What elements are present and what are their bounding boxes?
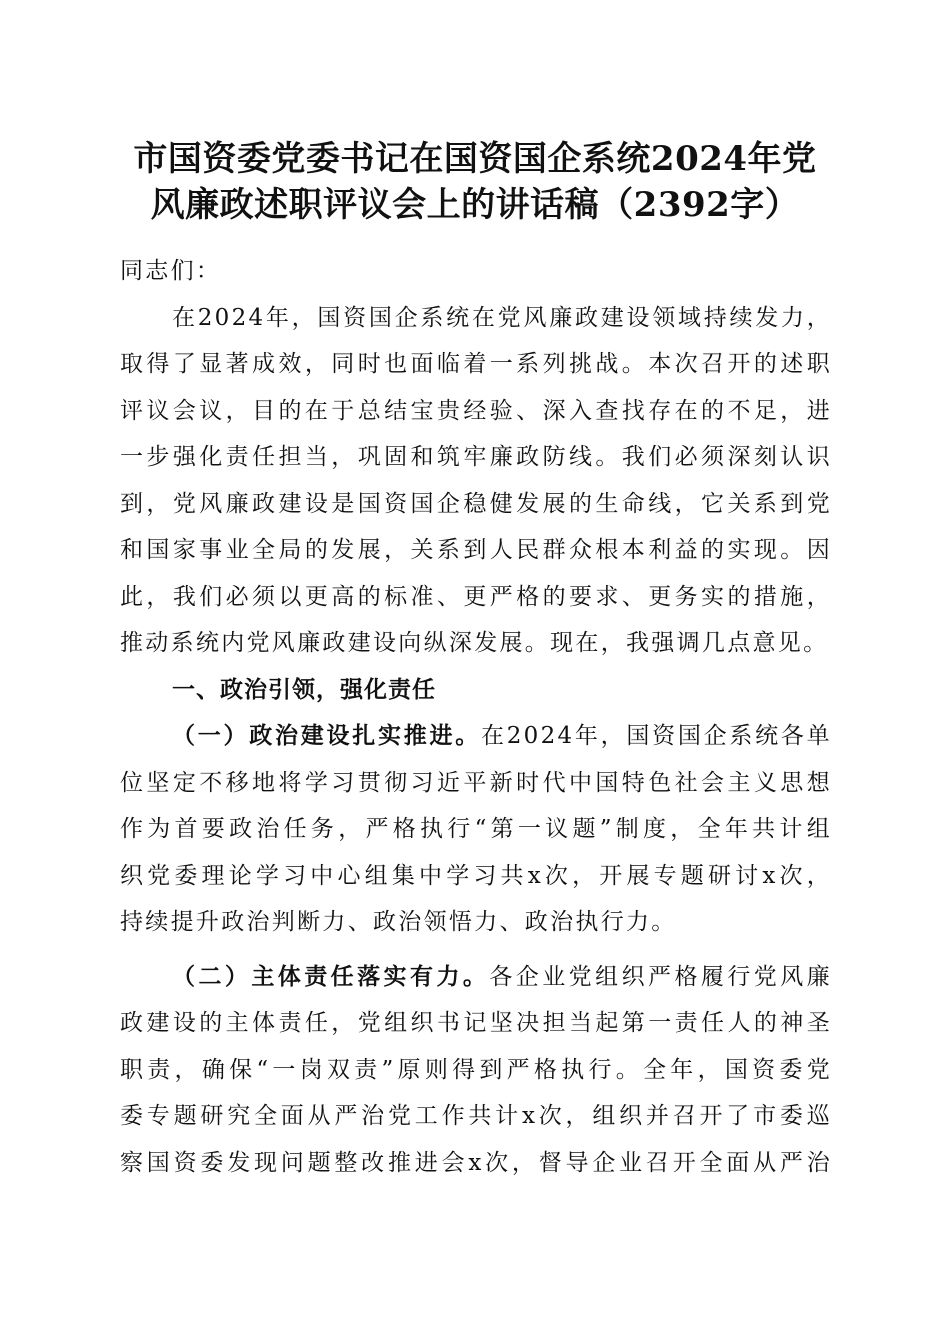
intro-line: 在2024年，国资国企系统在党风廉政建设领域持续发力， bbox=[172, 304, 832, 331]
intro-line: 和国家事业全局的发展，关系到人民群众根本利益的实现。因 bbox=[120, 537, 832, 563]
subsection-2-line: 职责，确保“一岗双责”原则得到严格执行。全年，国资委党 bbox=[120, 1056, 832, 1083]
intro-line: 取得了显著成效，同时也面临着一系列挑战。本次召开的述职 bbox=[120, 351, 832, 377]
document-title bbox=[100, 136, 850, 228]
subsection-1-line: 持续提升政治判断力、政治领悟力、政治执行力。 bbox=[120, 909, 677, 935]
salutation: 同志们： bbox=[120, 258, 222, 284]
intro-line: 一步强化责任担当，巩固和筑牢廉政防线。我们必须深刻认识 bbox=[120, 444, 832, 470]
subsection-2-line: 察国资委发现问题整改推进会x次，督导企业召开全面从严治 bbox=[120, 1149, 832, 1176]
intro-line: 到，党风廉政建设是国资国企稳健发展的生命线，它关系到党 bbox=[120, 490, 832, 517]
subsection-1-line: 织党委理论学习中心组集中学习共x次，开展专题研讨x次， bbox=[120, 862, 832, 889]
paragraph-gap bbox=[120, 946, 832, 954]
subsection-1-line: 位坚定不移地将学习贯彻习近平新时代中国特色社会主义思想 bbox=[120, 769, 832, 796]
subsection-1-first-line: （一）政治建设扎实推进。在2024年，国资国企系统各单 bbox=[172, 722, 832, 749]
subsection-2-line: 政建设的主体责任，党组织书记坚决担当起第一责任人的神圣 bbox=[120, 1010, 832, 1036]
subsection-2-paragraph bbox=[120, 954, 832, 1187]
section-heading-1: 一、政治引领，强化责任 bbox=[172, 676, 436, 703]
intro-line: 此，我们必须以更高的标准、更严格的要求、更务实的措施， bbox=[120, 583, 832, 610]
subsection-1-title: （一）政治建设扎实推进。 bbox=[172, 722, 481, 749]
subsection-2-first-line: （二）主体责任落实有力。各企业党组织严格履行党风廉 bbox=[172, 962, 832, 990]
subsection-2-title: （二）主体责任落实有力。 bbox=[172, 962, 490, 990]
title-line-2: 风廉政述职评议会上的讲话稿（2392字） bbox=[150, 185, 800, 225]
intro-paragraph bbox=[120, 295, 832, 667]
subsection-2-line: 委专题研究全面从严治党工作共计x次，组织并召开了市委巡 bbox=[120, 1103, 832, 1129]
subsection-1-paragraph bbox=[120, 713, 832, 946]
intro-line: 推动系统内党风廉政建设向纵深发展。现在，我强调几点意见。 bbox=[120, 630, 829, 656]
intro-line: 评议会议，目的在于总结宝贵经验、深入查找存在的不足，进 bbox=[120, 397, 832, 424]
title-line-1: 市国资委党委书记在国资国企系统2024年党 bbox=[133, 139, 817, 179]
document-body bbox=[120, 248, 832, 1186]
subsection-1-line: 作为首要政治任务，严格执行“第一议题”制度，全年共计组 bbox=[120, 816, 832, 842]
